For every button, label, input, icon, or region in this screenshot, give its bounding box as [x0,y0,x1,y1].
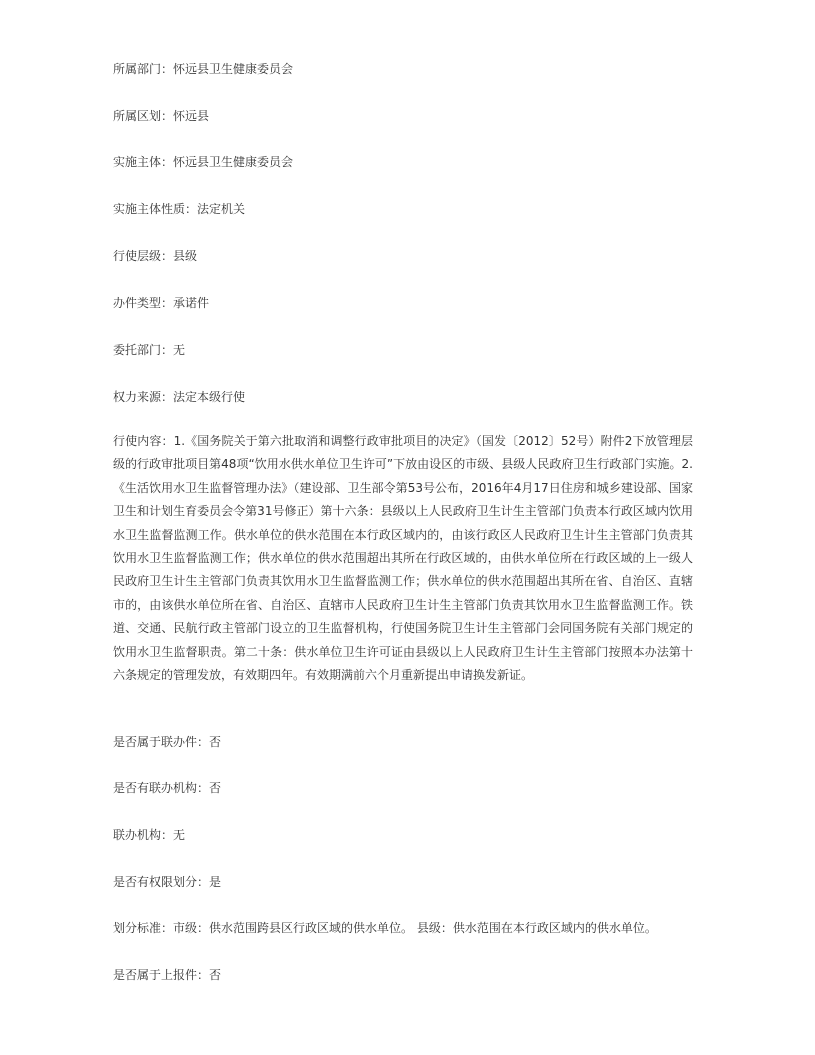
field-report-case [113,967,693,983]
field-value: 无 [173,343,186,357]
field-label: 行使内容： [113,434,174,448]
field-division-standard [113,920,693,936]
field-value: 市级：供水范围跨县区行政区域的供水单位。 县级：供水范围在本行政区域内的供水单位。 [173,921,657,935]
field-label: 实施主体： [113,155,174,169]
field-joint-org-exists [113,780,693,796]
field-case-type [113,295,693,311]
field-label: 实施主体性质： [113,202,198,216]
field-label: 权力来源： [113,390,174,404]
field-content [113,430,693,687]
field-joint-case [113,734,693,750]
field-label: 行使层级： [113,249,174,263]
field-label: 是否有权限划分： [113,875,210,889]
field-value: 法定本级行使 [173,390,246,404]
field-label: 所属区划： [113,109,174,123]
field-value: 法定机关 [197,202,246,216]
field-value: 是 [209,875,222,889]
field-entrusted-dept [113,342,693,358]
field-label: 办件类型： [113,296,174,310]
field-label: 划分标准： [113,921,174,935]
field-label: 委托部门： [113,343,174,357]
field-label: 是否有联办机构： [113,781,210,795]
field-value: 否 [209,735,222,749]
field-label: 是否属于上报件： [113,968,210,982]
field-district [113,108,693,124]
field-joint-org [113,827,693,843]
field-dept [113,61,693,77]
field-subject [113,154,693,170]
field-label: 联办机构： [113,828,174,842]
field-level [113,248,693,264]
field-value: 否 [209,968,222,982]
field-power-source [113,389,693,405]
field-value: 无 [173,828,186,842]
field-subject-nature [113,201,693,217]
field-value: 县级 [173,249,198,263]
field-value: 否 [209,781,222,795]
field-value: 怀远县 [173,109,210,123]
field-value: 承诺件 [173,296,210,310]
field-value: 1.《国务院关于第六批取消和调整行政审批项目的决定》（国发〔2012〕52号）附件2下放管理层级的行政审批项目第48项“饮用水供水单位卫生许可”下放由设区的市级、县级人民政府卫生行政部门实施。2.《生活饮用水卫生监督管理办法》（建设部、卫生部令第53号公布，2016年4月17日住房和城乡建设部、国家卫生和计划生育委员会令第31号修正）第十六条：县级以上人民政府卫生计生主管部门负责本行政区域内饮用水卫生监督监测工作。供水单位的供水范围在本行政区域内的，由该行政区人民政府卫生计生主管部门负责其饮用水卫生监督监测工作；供水单位的供水范围超出其所在行政区域的，由供水单位所在行政区域的上一级人民政府卫生计生主管部门负责其饮用水卫生监督监测工作；供水单位的供水范围超出其所在省、自治区、直辖市的，由该供水单位所在省、自治区、直辖市人民政府卫生计生主管部门负责其饮用水卫生监督监测工作。铁道、交通、民航行政主管部门设立的卫生监督机构，行使国务院卫生计生主管部门会同国务院有关部门规定的饮用水卫生监督职责。第二十条：供水单位卫生许可证由县级以上人民政府卫生计生主管部门按照本办法第十六条规定的管理发放，有效期四年。有效期满前六个月重新提出申请换发新证。 [113,434,693,683]
field-label: 是否属于联办件： [113,735,210,749]
field-label: 所属部门： [113,62,174,76]
field-value: 怀远县卫生健康委员会 [173,155,294,169]
field-authority-division [113,874,693,890]
field-value: 怀远县卫生健康委员会 [173,62,294,76]
